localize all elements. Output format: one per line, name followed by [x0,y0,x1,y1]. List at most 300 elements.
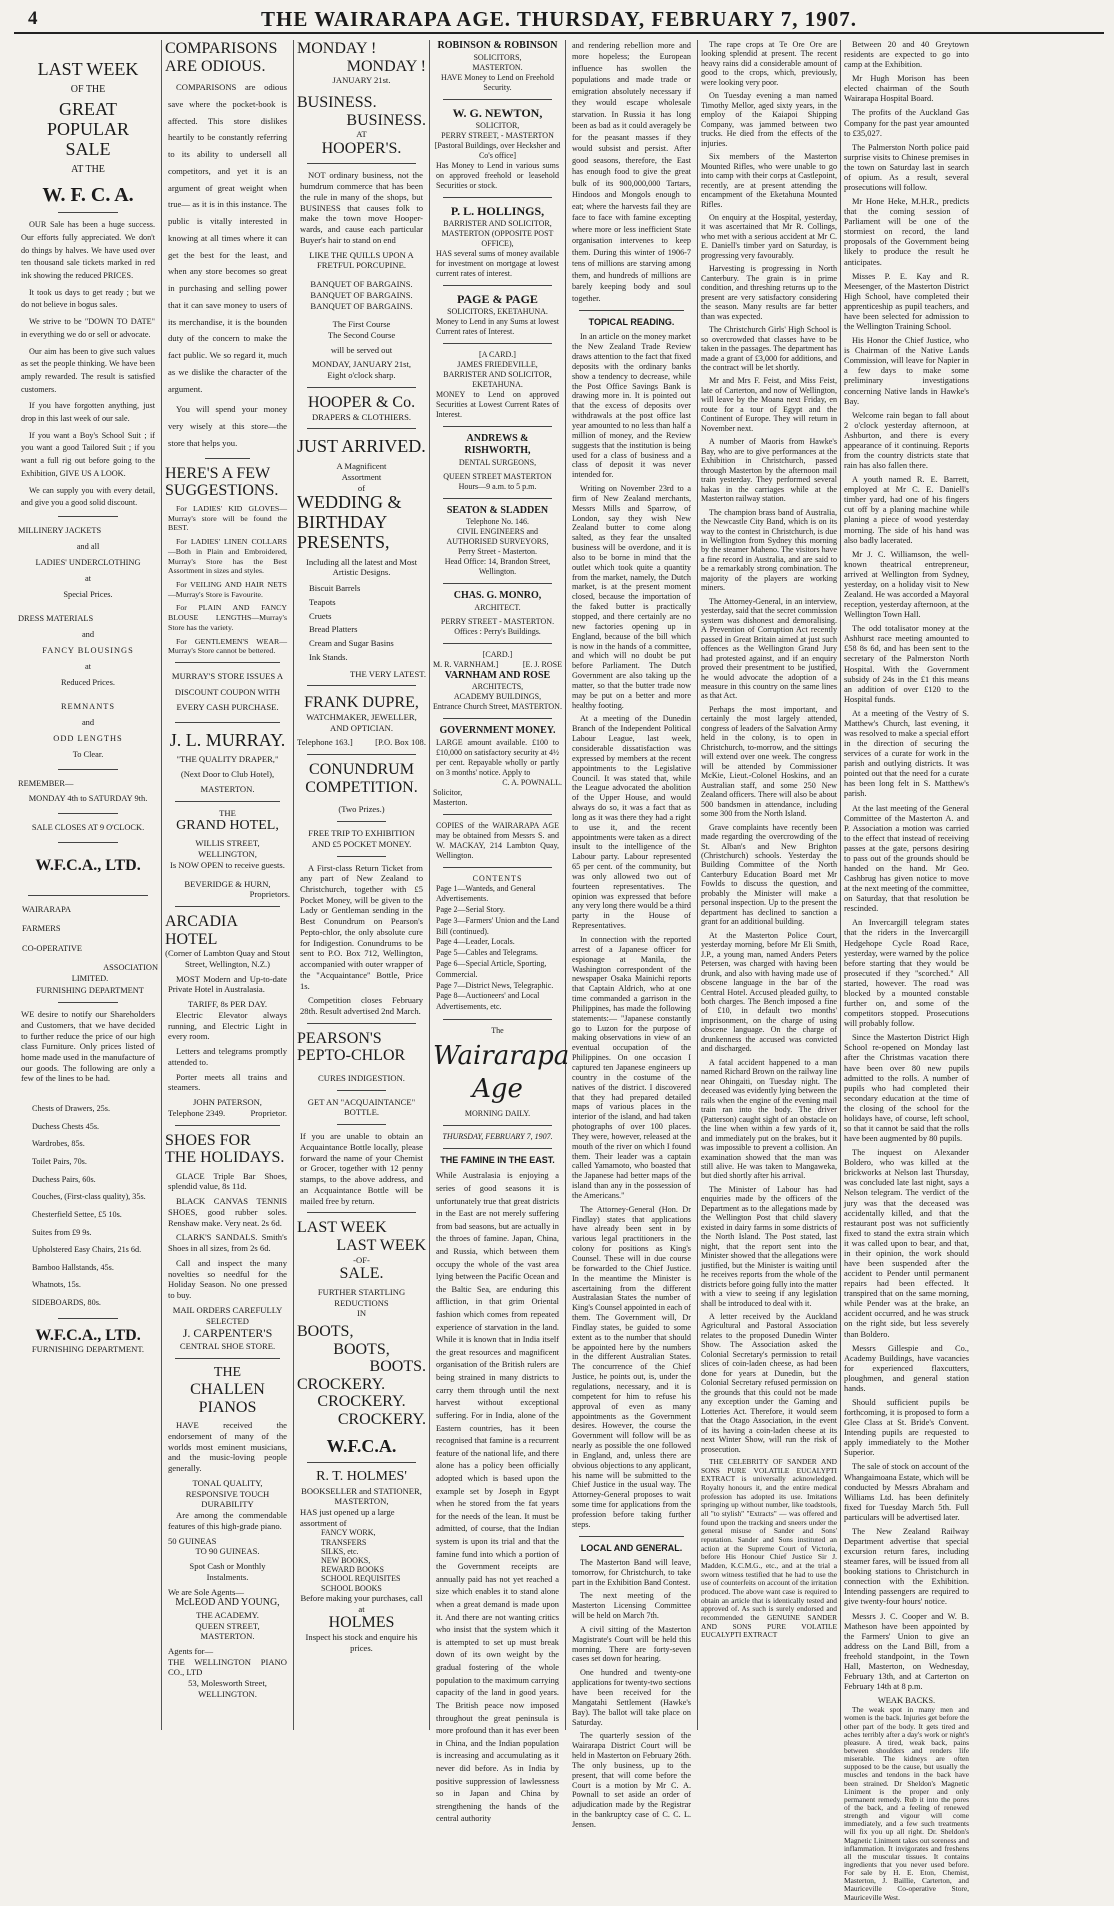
ad-line: TO 90 GUINEAS. [195,1546,260,1557]
ad-paragraph: COMPARISONS are odious save where the pocket-book is affected. This store dislikes heartily to be constantly referring to its ability to undersell all competitors, and yet it is an argument of great weight when true— as it is in this instance. The public is vitally interested in knowing at all times where it can get the best for the least, and when any store becomes so great in purchasing and selling power that it can save money to users of its merchandise, it is the bounden duty of the concern to make the fact public. We so regard it, much as we dislike the character of the argument. [168,82,287,394]
divider [443,718,552,719]
ad-headline: CROCKERY. [317,1393,406,1411]
contents-item: Page 4—Leader, Locals. [436,937,515,947]
divider [337,1090,386,1091]
ad-headline: ARCADIA HOTEL [165,913,238,948]
news-paragraph: His Honor the Chief Justice, who is Chairman of the Native Lands Commission, will leave for Napier in a few days to make some preliminary investigations concerning Native lands in Hawke's Bay. [844,336,969,406]
ad-line: Bread Platters [309,624,358,635]
divider [175,801,280,802]
news-paragraph: A letter received by the Auckland Agricultural and Pastoral Association relates to the proposed Dunedin Winter Show. The Association asked the Colonial Secretary's permission to retail slices of coin-laden cheese, as had been done for years at Dunedin, but the Colonial Secretary refused permission on the grounds that this could not be made any exception under the Gaming and Lotteries Act. Therefore, it would seem that the Otago Association, in the event of its having a coin-laden cheese at its next Winter Show, will run the risk of prosecution. [701,1312,837,1454]
ad-line: Cream and Sugar Basins [309,638,394,649]
ad-paragraph: A First-class Return Ticket from any part of New Zealand to Christchurch, together with £5 Pocket Money, will be given to the Lady or Gentleman sending in the Best Conundrum on Pearson's Pepto-chlor, the only absolute cure for Indigestion. Conundrums to be sent to P.O. Box 712, Wellington, accompanied with outer wrapper of the "Acquaintance" Bottle, Price 1s. [300,862,423,991]
ad-line: LIKE THE QUILLS UPON A FRETFUL PORCUPINE. [309,249,414,271]
ad-paragraph: If you have forgotten anything, just drop in this last week of our sale. [21,401,155,424]
card-line: Masterton. [433,797,468,807]
news-paragraph: The next meeting of the Masterton Licensing Committee will be held on March 7th. [572,1591,691,1621]
news-paragraph: Between 20 and 40 Greytown residents are expected to go into camp at the Exhibition. [844,40,969,70]
ad-line: REMEMBER— [18,778,74,788]
ad-headline: MONDAY ! [346,57,426,75]
divider [58,1318,118,1319]
furniture-price-item: Suites from £9 9s. [32,1227,92,1237]
ad-line: DURABILITY [201,1499,254,1510]
ad-headline: PEPTO-CHLOR [297,1047,406,1065]
ad-headline: W.F.C.A., LTD. [35,857,141,875]
leader-paragraph: While Australasia is enjoying a series of good seasons it is unfortunately true that great districts in the East are not merely suffering from bad seasons, but are actually in the throes of famine. Japan, China, and Russia, which between them occupy the whole of the vast area lying between the Pacific Ocean and the Baltic Sea, are enduring this affliction, in that grim Oriental fashion which comes from repeated experience of starvation in the land. While it is known that in India itself the great resources and magnificent organisation of the British rulers are being strained in many districts to carry them through until the next harvest without exceptional suffering. For in India, alone of the Eastern countries, has it been recognised that famine is a recurrent feature of the national life, and there alone has a policy been officially adopted which is based upon the example set by Joseph in Egypt when he stored from the fat years for the needs of the lean. It must be admitted, of course, that the Indian system is upon its trial and that the famine fund into which a portion of the Government receipts are annually paid has not yet reached a size which enables it to stand alone when a great demand is made upon it. And there are not wanting critics who insist that the system which it is attempted to set up must break down of its own weight by the gradual fostering of the whole population to the maximum carrying capacity of the land in good years. The British peace now imposed throughout the great peninsula is more profound than it has ever been in China, and the Indian population is increasing and accumulating as it never did before. As in India by positive suppression of lawlessness so in Japan and China by strengthening the hands of the central authority [436,1171,559,1824]
news-paragraph: One hundred and twenty-one applications for twenty-two sections have been received for the Mangatahi Settlement (Hawke's Bay). The ballot will take place on Saturday. [572,1668,691,1727]
card-line: MONEY to Lend on approved Securities at Lowest Current Rates of Interest. [436,389,559,419]
ad-paragraph: Electric Elevator always running, and Electric Light in every room. [168,1009,287,1042]
news-paragraph: Messrs Gillespie and Co., Academy Buildings, have vacancies for experienced flaxcutters, ploughmen, and general station hands. [844,1343,969,1393]
ad-line: at [84,661,92,671]
news-paragraph: At a meeting of the Vestry of S. Matthew's Church, last evening, it was resolved to make a special effort in the direction of securing the services of a curate for work in the parish and outlying districts. It was pointed out that the need for a curate has been long felt in S. Matthew's parish. [844,708,969,799]
column-2 [165,40,290,1730]
ad-headline: SALE [65,138,111,159]
contents-item: Page 8—Auctioneers' and Local Advertisements, etc. [436,991,540,1012]
card-line: COPIES of the WAIRARAPA AGE may be obtained from Messrs S. and W. MACKAY, 214 Lambton Quay, Wellington. [436,820,559,860]
ad-line: -OF- [353,1254,370,1265]
card-line: [Pastoral Buildings, over Hecksher and Co's office] [434,140,561,160]
divider [175,1125,280,1126]
news-paragraph: The Attorney-General, in an interview, yesterday, said that the secret commission system was dishonest and demoralising. A Prevention of Corruption Act recently passed in Great Britain aimed at just such offences as the Wellington Grand Jury had protested against, and if an enquiry proved their presentment to be justified, he would advocate the adoption of a measure in this country on the same lines as that Act. [701,596,837,701]
contents-item: Page 1—Wanteds, and General Advertisements. [436,883,536,904]
ad-line: Inspect his stock and enquire his prices. [305,1631,418,1653]
news-paragraph: The odd totalisator money at the Ashhurst race meeting amounted to £58 8s 6d, and has been sent to the secretary of the Palmerston North Hospital. With the Government subsidy of 24s in the £1 this means an addition of over £120 to the Hospital funds. [844,624,969,704]
card-line: SOLICITORS, [473,52,522,62]
card-line: BARRISTER AND SOLICITOR, [443,218,552,228]
ad-headline: BOOTS, [333,1340,390,1358]
ad-line: The Second Course [327,329,396,340]
ad-headline: W. F. C. A. [42,184,134,207]
card-line: SOLICITOR, [475,120,520,130]
card-headline: PAGE & PAGE [457,291,538,306]
ad-headline: BUSINESS. [346,111,426,129]
news-paragraph: The Attorney-General (Hon. Dr Findlay) states that applications have already been sent in by various legal practitioners in the colony for positions as King's Counsel. These will in due course be forwarded to the Chief Justice. In the meantime the Minister is ascertaining from the different Australasian States the number of King's Counsel appointed in each of them. The Government will, Dr Findlay states, be guided to some extent as to the number that should be appointed here by the numbers in the different Australian States. The concurrence of the Chief Justice, he points out, is, under the regulations, necessary, and it is competent for him to refuse his approval of even as many appointments as the Government desires. However, the course the Government will follow will be as nearly as possible the one followed in England, and, unless there are obvious objections to any applicant, his name will be submitted to the Chief Justice in the usual way. The Attorney-General proposes to wait some time for applications from the profession before taking further steps. [572,1204,691,1529]
card-line: DENTAL SURGEONS, [458,457,537,467]
ad-line: Biscuit Barrels [309,583,361,594]
ad-headline: LAST WEEK [297,1219,387,1237]
card-headline: VARNHAM AND ROSE [444,669,551,681]
divider [58,1002,118,1003]
ad-headline: J. CARPENTER'S [182,1326,273,1341]
divider [443,583,552,584]
divider [579,1536,684,1537]
ad-line: at [84,573,92,583]
furniture-price-item: Upholstered Easy Chairs, 21s 6d. [32,1245,142,1255]
ad-paragraph: HAVE received the endorsement of many of the worlds most eminent musicians, and the music-loving people generally. [168,1420,287,1474]
card-line: [A CARD.] [479,349,516,359]
ad-paragraph: For GENTLEMEN'S WEAR—Murray's Store cannot be bettered. [168,636,287,656]
ad-line: MILLINERY JACKETS [18,525,102,535]
column-7 [844,40,1102,1902]
ad-line: Telephone 163.] [297,737,353,748]
card-line: [CARD.] [482,649,513,659]
ad-paragraph: BLACK CANVAS TENNIS SHOES, good rubber soles. Renshaw make. Very neat. 2s 6d. [168,1196,287,1228]
news-paragraph: On Tuesday evening a man named Timothy Mellor, aged sixty years, in the employ of the Kaiapoi Shipping Company, was jammed between two trucks. He died from the effects of the injuries. [701,91,837,148]
news-paragraph: Mr Hone Heke, M.H.R., predicts that the coming session of Parliament will be one of the stormiest on record, the land proposals of the Government being likely to produce the result he anticipates. [844,197,969,267]
card-line: Offices : Perry's Buildings. [454,626,541,636]
ad-line: "THE QUALITY DRAPER," [176,754,279,765]
ad-headline: HOOPER'S. [321,139,402,157]
ad-paragraph: If you want a Boy's School Suit ; if you want a good Tailored Suit ; if you want a full rig out before going to the Exhibition, GIVE US A LOOK. [21,430,155,478]
ad-line: THE VERY LATEST. [350,668,426,679]
divider [58,813,118,814]
card-line: Solicitor, [433,787,463,797]
ad-paragraph: Competition closes February 28th. Result advertised 2nd March. [300,995,423,1017]
divider [443,1125,552,1126]
ad-headline: LAST WEEK [37,59,139,79]
ad-line: (Two Prizes.) [338,804,385,815]
ad-paragraph: For LADIES' KID GLOVES—Murray's store will be found the BEST. [168,503,287,533]
news-paragraph: The inquest on Alexander Boldero, who was killed at the brickworks at Nelson last Thursday, was concluded late last night, says a Nelson telegram. The verdict of the jury was that the deceased was accidentally killed, and that the restaurant post was not sufficiently fixed to stand the extra strain which it was called upon to bear, and that, in their opinion, the work should have been suspended after the accident to Pender until permanent repairs had been effected. It transpired that on the same morning, while Pender was at the brake, an accident occurred, and he was struck on the right side, but less severely than Boldero. [844,1148,969,1339]
card-headline: ROBINSON & ROBINSON [437,40,558,51]
news-paragraph: The Palmerston North police paid surprise visits to Chinese premises in the town on Saturday last in search of opium. As a result, several prosecutions will follow. [844,142,969,193]
news-paragraph: The profits of the Auckland Gas Company for the past year amounted to £35,027. [844,108,969,138]
divider [175,662,280,663]
ad-paragraph: CLARK'S SANDALS. Smith's Shoes in all sizes, from 2s 6d. [168,1232,287,1254]
card-line: Perry Street - Masterton. [457,547,538,556]
news-paragraph: The rape crops at Te Ore Ore are looking splendid at present. The recent heavy rains did a considerable amount of good to the crops, which, previously, were looking very poor. [701,40,837,87]
card-line: MASTERTON. [472,62,523,72]
ad-headline: W.F.C.A., LTD. [35,1326,141,1344]
contents-item: Page 6—Special Article, Sporting, Commercial. [436,959,547,979]
card-line: M. R. VARNHAM.] [433,659,499,669]
divider [443,1148,552,1149]
ad-line: CO-OPERATIVE [22,943,83,953]
ad-headline: CONUNDRUM [309,761,414,779]
ad-paragraph: Our aim has been to give such values as set the people thinking. We have been amply rewarded. The result is satisfied customers. [21,346,155,394]
ad-line: SILKS, etc. [321,1546,359,1556]
ad-line: FARMERS [22,924,61,934]
divider [175,1358,280,1359]
news-paragraph: An Invercargill telegram states that the riders in the Invercargill Hedgehope Cycle Road Race, yesterday, were warned by the police before starting that they would be prosecuted if they "scorched." All started, however. The road was blocked by a mounted constable further on, and some of the competitors stopped. Prosecutions will probably follow. [844,918,969,1029]
furniture-price-item: Duchess Pairs, 60s. [32,1174,96,1184]
contents-heading: CONTENTS [472,873,523,883]
ad-headline: CROCKERY. [337,1411,426,1429]
leader-heading: THE FAMINE IN THE EAST. [440,1155,555,1166]
news-paragraph: Harvesting is progressing in North Canterbury. The grain is in prime condition, and threshing returns up to the present are very satisfactory considering the season. Many results are far better than was expected. [701,264,837,321]
ad-line: BEVERIDGE & HURN, [184,878,271,889]
news-paragraph: A fatal accident happened to a man named Richard Brown on the railway line near Ohingaiti, on Tuesday night. The deceased was evidently lying between the rails when the engine of the evening mail train ran into the body. The driver (Patterson) caught sight of an obstacle on the line when within a few yards of it, and immediately put on the brakes, but it was impossible to prevent a collision. An examination showed that the man was still alive. He was taken to Mangaweka, but died shortly after his arrival. [701,1057,837,1181]
ad-line: We are Sole Agents— [168,1586,244,1597]
leader-paragraph: and rendering rebellion more and more hopeless; the European influence has swollen the populations and made trade or emigration absolutely necessary if they would escape wholesale starvation. In Russia it has long been as bad as it could averagely be for the peasant masses if they would subsist and persist. After good seasons, therefore, the East has enough food to give the great bulk of its 900,000,000 Tartars, Hindoos and Mongols enough to eat; where the harvests fail they are face to face with famine excepting where more or less inefficient State organisation intervenes to keep them. During this winter of 1906-7 tens of millions are starving among them, and hundreds of millions are barely keeping body and soul together. [572,41,691,303]
news-paragraph: Six members of the Masterton Mounted Rifles, who were unable to go into camp with their corps at Castlepoint, recently, are at present attending the encampment of the Eketahuna Mounted Rifles. [701,152,837,209]
card-line: [E. J. ROSE [522,659,562,669]
divider [307,163,416,164]
ad-line: WATCHMAKER, JEWELLER, [306,711,417,722]
news-paragraph: Perhaps the most important, and certainly the most largely attended, congress of leaders of the Salvation Army held in the colony, is to open in Christchurch, to-morrow, and the sittings will extend over one week. The congress will be attended by Commissioner McKie, Lieut.-Colonel Hoskins, and an Australian staff, and some 250 New Zealand officers. There will also be about 500 bandsmen in attendance, including some 300 from the North Island. [701,704,837,819]
news-paragraph: Welcome rain began to fall about 2 o'clock yesterday afternoon, at Ashburton, and there is every appearance of it continuing. Reports from the country districts state that rain has also fallen there. [844,410,969,471]
ad-paragraph: Are among the commendable features of this high-grade piano. [168,1510,287,1531]
column-rule [161,40,162,1730]
column-1 [18,40,158,1730]
ad-line: Teapots [309,596,336,607]
divider [443,99,552,100]
card-headline: ANDREWS & RISHWORTH, [464,432,531,456]
card-line: EKETAHUNA. [472,379,523,389]
news-paragraph: The quarterly session of the Wairarapa District Court will be held in Masterton on February 26th. The only business, up to the present, that will come before the Court is a motion by Mr C. A. Pownall to set aside an order of adjudication made by the Registrar in the bankruptcy case of C. C. L. Jensen. [572,1731,691,1829]
card-line: QUEEN STREET MASTERTON [443,471,552,481]
divider [307,1212,416,1213]
news-paragraph: In an article on the money market the New Zealand Trade Review draws attention to the fact that fixed deposits with the ordinary banks show a tendency to decrease, while the Post Office Savings Bank is drawing more in. It is pointed out that the excess of deposits over withdrawals at the post office last year amounted to no less than half a million of money, and the Review suggests that the institution is being used for a class of business and a class of deposit it was never intended for. [572,332,691,480]
ad-headline: BIRTHDAY [297,512,388,533]
ad-headline: W.F.C.A. [326,1435,397,1456]
ad-paragraph: We strive to be "DOWN TO DATE" in everything we do or sell or advocate. [21,317,155,339]
ad-line: AT [356,129,367,140]
ad-line: Ink Stands. [309,651,348,662]
furniture-price-item: Couches, (First-class quality), 35s. [32,1192,146,1202]
ad-line: TONAL QUALITY, [192,1477,263,1488]
ad-line: will be served out [330,344,393,355]
ad-headline: MONDAY ! [297,40,377,57]
furniture-price-item: SIDEBOARDS, 80s. [32,1298,101,1308]
divider [307,428,416,429]
ad-line: NEW BOOKS, [321,1556,371,1566]
news-paragraph: A youth named R. E. Barrett, employed at Mr C. E. Daniell's timber yard, had one of his fingers cut off by a planing machine while planing a piece of wood yesterday morning. The side of his hand was also badly lacerated. [844,475,969,545]
ad-line: BOOKSELLER and STATIONER, [301,1485,422,1496]
divider [443,197,552,198]
ad-headline: HOOPER & Co. [307,393,416,411]
news-paragraph: The Christchurch Girls' High School is so overcrowded that classes have to be taken in the passages. The department has made a grant of £3,000 for additions, and the contract will be let shortly. [701,325,837,372]
divider [205,458,250,459]
furniture-price-item: Chests of Drawers, 25s. [32,1104,110,1114]
card-line: PERRY STREET - MASTERTON. [440,616,555,626]
ad-line: AND OPTICIAN. [329,722,394,733]
ad-headline: THE [213,1365,242,1380]
news-paragraph: At the Masterton Police Court, yesterday morning, before Mr Eli Smith, J.P., a young man, named Anders Peters Petersen, was charged with having been drunk, and also with having made use of obscene language in the bar of the Central Hotel. Accused pleaded guilty, to both charges. The Bench imposed a fine of £10, in default two months' imprisonment, on the charge of using obscene language. On the charge of drunkenness the accused was convicted and discharged. [701,930,837,1054]
ad-line: MASTERTON. [200,783,255,794]
news-paragraph: The champion brass band of Australia, the Newcastle City Band, which is on its way to the contest in Christchurch, is due in Wellington from Sydney this morning by the steamer Maheno. The visitors have a fine record in Australia, and are said to be a remarkably strong combination. The majority of the players are working miners. [701,507,837,593]
column-rule [429,40,430,1730]
ad-line: DRAPERS & CLOTHIERS. [311,411,412,422]
ad-headline: PRESENTS, [297,531,390,552]
card-line: ARCHITECTS, [471,682,524,691]
ad-line: FURNISHING DEPARTMENT. [31,1344,145,1355]
card-line: Hours—9 a.m. to 5 p.m. [458,481,537,491]
ad-paragraph: You will spend your money very wisely at this store—the store that helps you. [168,404,287,448]
ad-paragraph: For VEILING AND HAIR NETS—Murray's Store is Favourite. [168,580,287,599]
news-paragraph: At the last meeting of the General Committee of the Masterton A. and P. Association a motion was carried to the effect that instead of receiving passes at the gate, persons desiring to pass out of the grounds should be handed on the hand. Mr Geo. Cashbrug has given notice to move at the next meeting of the committee, on Saturday, that that resolution be rescinded. [844,803,969,914]
ad-line: THE WELLINGTON PIANO CO., LTD [168,1656,287,1678]
divider [28,895,148,896]
ad-headline: LAST WEEK [336,1236,426,1254]
ad-line: CURES INDIGESTION. [318,1073,405,1083]
news-paragraph: Since the Masterton District High School re-opened on Monday last after the Christmas vacation there have been over 80 new pupils admitted to the rolls. A number of pupils who had completed their secondary education at the time of the closing of the school for the holidays have, of course, left school, so that it cannot be said that the rolls have been augmented by 80 pupils. [844,1033,969,1144]
ad-line: QUEEN STREET, MASTERTON. [195,1620,260,1642]
ad-headline: PIANOS [198,1398,257,1416]
divider [58,842,118,843]
ad-line: BANQUET OF BARGAINS. [310,300,413,311]
card-line: Entrance Church Street, MASTERTON. [433,702,562,711]
ad-line: and [81,629,95,639]
ad-line: A Magnificent [336,461,387,472]
issue-date: THURSDAY, FEBRUARY 7, 1907. [442,1132,553,1142]
divider [443,867,552,868]
ad-line: SCHOOL BOOKS [321,1583,382,1593]
news-paragraph: In connection with the reported arrest of a Japanese officer for espionage at Manila, the Washington correspondent of the newspaper Osaka Mainichi reports that Captain Aldrich, who at one time commanded a garrison in the Philippines, has made the following statements:— "Japanese constantly go to Luzon for the purpose of making observations in view of an eventual occupation of the Philippines. On one occasion I captured ten Japanese engineers up country in the costume of the natives of the district. I discovered that they had prepared detailed maps of various places in the interior of the island, and had taken photographs of over 100 places. They were, however, released at the mouth of the river on which I found them. Their leader was a captain called Yamamoto, who boasted that the Japanese had better maps of the island than any in the possession of the Americans." [572,935,691,1200]
news-paragraph: Misses P. E. Kay and R. Meesenger, of the Masterton District High School, have completed their apprenticeship as pupil teachers, and have been selected for admission to the Wellington Training School. [844,271,969,332]
ad-paragraph: We can supply you with every detail, and give you a good solid discount. [21,485,155,508]
divider [307,1462,416,1463]
ad-line: FANCY BLOUSINGS [42,645,134,655]
news-paragraph: Mr and Mrs F. Feist, and Miss Feist, late of Carterton, and now of Wellington, will leave by the Moana next Friday, en route for a tour of Egypt and the Continent of Europe. They will return in November next. [701,376,837,433]
ad-line: JANUARY 21st. [332,75,391,86]
ad-headline: CROCKERY. [297,1375,386,1393]
furniture-price-item: Wardrobes, 85s. [32,1139,85,1149]
ad-line: and all [76,541,100,551]
section-heading: LOCAL AND GENERAL. [580,1542,683,1553]
ad-paragraph: If you are unable to obtain an Acquaintance Bottle locally, please forward the name of your Chemist or Grocer, together with 12 penny stamps, to the above address, and an Acquaintance Bottle will be mailed free by return. [300,1131,423,1206]
furniture-price-list [18,1100,158,1312]
card-line: CIVIL ENGINEERS and AUTHORISED SURVEYORS, [446,527,549,546]
ad-text: OF THE [70,83,106,95]
ad-line: FREE TRIP TO EXHIBITION AND £5 POCKET MONEY. [308,828,415,849]
ad-line: SALE CLOSES AT 9 O'CLOCK. [31,823,145,833]
news-paragraph: The sale of stock on account of the Whangaimoana Estate, which will be conducted by Messrs Abraham and Williams Ltd. has been definitely fixed for Tuesday March 5th. Full particulars will be advertised later. [844,1462,969,1522]
ad-line: SCHOOL REQUISITES [321,1574,401,1584]
divider [443,814,552,815]
card-headline: JAMES FRIEDEVILLE, [457,359,538,369]
ad-line: To Clear. [72,749,104,759]
ad-headline: R. T. HOLMES' [316,1469,407,1485]
divider [443,285,552,286]
ad-headline: COMPARISONS [165,40,278,57]
ad-line: [P.O. Box 108. [375,737,426,748]
divider [58,516,118,517]
column-rule [840,40,841,1730]
card-headline: SEATON & SLADDEN [446,504,549,516]
ad-line: (Next Door to Club Hotel), [180,769,275,780]
ad-headline: ARE ODIOUS. [165,57,266,75]
ad-line: MONDAY 4th to SATURDAY 9th. [28,794,148,804]
ad-line: IN [356,1308,367,1319]
column-3 [297,40,426,1730]
newspaper-nameplate: Wairarapa Age [433,1041,570,1104]
furniture-price-item: Toilet Pairs, 70s. [32,1157,87,1167]
ad-line: HAS just opened up a large assortment of [300,1506,395,1528]
ad-paragraph: For LADIES' LINEN COLLARS—Both in Plain and Embroidered, Murray's Store has the Best Assortment in sizes and styles. [168,537,287,576]
ad-headline: SUGGESTIONS. [165,482,279,500]
furniture-price-item: Duchess Chests 45s. [32,1121,100,1131]
column-5 [569,40,694,1829]
card-headline: P. L. HOLLINGS, [450,203,545,218]
ad-line: FANCY WORK, [321,1528,376,1538]
ad-line: DRESS MATERIALS [18,613,94,623]
ad-line: Before making your purchases, call at [300,1592,423,1614]
ad-line: BANQUET OF BARGAINS. [310,289,413,300]
news-paragraph: Mr J. C. Williamson, the well-known theatrical entrepreneur, arrived at Wellington from Sydney, yesterday, on a holiday visit to New Zealand. He was accorded a Mayoral reception, yesterday afternoon, at the Wellington Town Hall. [844,549,969,620]
ad-line: WAIRARAPA [22,905,72,915]
card-line: SOLICITORS, EKETAHUNA. [447,306,548,316]
ad-headline: BUSINESS. [297,93,377,111]
divider [337,856,386,857]
ad-paragraph: GLACE Triple Bar Shoes, splendid value, 8s 11d. [168,1170,287,1192]
news-paragraph: The weak spot in many men and women is the back. Injuries get before the other part of the body. It gets tired and aches terribly after a day's work or night's pleasure. A tired, weak back, pains between shoulders and renders life miserable. The kidneys are often supposed to be the cause, but usually the muscles and tendons in the back have been strained. Dr Sheldon's Magnetic Liniment is the proper and only permanent remedy. Rub it into the pores of the back, and a feeling of renewed strength and vigour will come immediately, and a few such treatments will fix you up all right. Dr. Sheldon's Magnetic Liniment takes out soreness and inflammation. It invigorates and freshens all the muscular tissues. It contains ingredients that you never used before. For sale by H. E. Eton, Chemist, Masterton, J. Baillie, Carterton, and Mauriceville Co-operative Store, Mauriceville West. [844,1705,969,1902]
ad-paragraph: MOST Modern and Up-to-date Private Hotel in Australasia. [168,973,287,995]
card-line: LARGE amount available. £100 to £10,000 on satisfactory security at 4½ per cent. Repayable wholly or partly on 3 months' notice. Apply to [436,737,559,777]
ad-line: and [81,717,95,727]
news-paragraph: Grave complaints have recently been made regarding the overcrowding of the St. Alban's and New Brighton (Christchurch) schools. Yesterday the Building Committee of the North Canterbury Education Board met Mr Fowlds to discuss the question, and probably the Minister will make a personal inspection. Up to the present the department has declined to sanction a grant for an additional building. [701,822,837,927]
card-line: MASTERTON (OPPOSITE POST OFFICE), [441,228,554,248]
ad-headline: BOOTS. [369,1358,426,1376]
ad-line: Spot Cash or Monthly Instalments. [189,1561,266,1582]
card-line: Telephone No. 146. [466,517,529,526]
column-rule [697,40,698,1730]
ad-line: TRANSFERS [321,1537,367,1547]
ad-headline: GRAND HOTEL, [176,818,279,834]
ad-headline: PEARSON'S [297,1029,382,1047]
divider [58,769,118,770]
divider [443,643,552,644]
ad-paragraph: WE desire to notify our Shareholders and Customers, that we have decided to further reduce the price of our high class Furniture. Only prices listed of home made used in the manufacture of our goods. The following are only a few of the lines to be had. [21,1009,155,1084]
contents-item: Page 5—Cables and Telegrams. [436,948,538,958]
furniture-price-item: Whatnots, 15s. [32,1280,81,1290]
news-paragraph: The Minister of Labour has had enquiries made by the officers of the Department as to the allegations made by the Wellington Post that child slavery existed in dairy farms in some districts of the North Island. The Post stated, last night, that the report sent into the Minister showed that the allegations were justified, but the Minister is waiting until he receives reports from the whole of the districts before going fully into the matter with a view to seeing if any legislation shall be introduced to deal with it. [701,1184,837,1308]
ad-line: of [357,482,366,493]
ad-headline: SALE. [339,1265,384,1283]
divider [337,821,386,822]
card-line: Head Office: 14, Brandon Street, Wellington. [444,557,551,576]
divider [443,426,552,427]
card-line: BARRISTER AND SOLICITOR, [443,369,552,379]
ad-line: THE [219,807,236,818]
ad-headline: THE HOLIDAYS. [165,1149,285,1167]
newspaper-title: THE WAIRARAPA AGE. THURSDAY, FEBRUARY 7, 1907. [260,7,858,31]
ad-paragraph: Porter meets all trains and steamers. [168,1071,287,1093]
ad-line: LIMITED. [71,974,109,984]
ad-line: Is NOW OPEN to receive guests. [170,859,285,870]
ad-line: FURNISHING DEPARTMENT [36,985,144,995]
ad-headline: HOLMES [328,1614,395,1632]
divider [337,1124,386,1125]
masthead-line: MORNING DAILY. [464,1109,531,1119]
ad-line: RESPONSIVE TOUCH [185,1488,270,1499]
card-line: C. A. POWNALL. [502,777,562,787]
ad-paragraph: MURRAY'S STORE ISSUES A DISCOUNT COUPON WITH EVERY CASH PURCHASE. [171,671,284,713]
ad-paragraph: It took us days to get ready ; but we do not believe in bogus sales. [21,287,155,310]
ad-line: BANQUET OF BARGAINS. [310,279,413,290]
masthead [14,6,1104,34]
ad-line: ODD LENGTHS [53,733,123,743]
news-paragraph: THE CELEBRITY OF SANDER AND SONS PURE VOLATILE EUCALYPTI EXTRACT is universally acknowledged. Royalty honours it, and the entire medical profession has adopted its use. Imitations springing up without number, like toadstools, all "to stylish" "Extracts" — was offered and found upon the tracking and sneers under the general misuse of Sander and Sons' reputation. Sander and Sons instituted an action at the Supreme Court of Victoria, before His Honour Chief Justice Sir J. Madden, K.C.M.G., etc., and at the trial a sworn witness testified that he had to use the use of counterfeits on account of the irritation produced. The above want case is required to obtain an article that is identically tested and approved of. As such is surely endorsed and recommended the GENUINE SANDER AND SONS PURE VOLATILE EUCALYPTI EXTRACT [701,1457,837,1640]
column-rule [293,40,294,1730]
ad-paragraph: Letters and telegrams promptly attended to. [168,1046,287,1067]
ad-line: Agents for— [168,1646,214,1656]
ad-line: Reduced Prices. [61,677,115,687]
divider [307,685,416,686]
divider [443,1019,552,1020]
divider [443,343,552,344]
ad-headline: BOOTS, [297,1323,354,1341]
ad-headline: JUST ARRIVED. [297,436,426,457]
advert-heading: WEAK BACKS. [877,1696,936,1706]
ad-line: ASSOCIATION [103,963,158,973]
card-line: ARCHITECT. [474,602,521,612]
ad-paragraph: OUR Sale has been a huge success. Our efforts fully appreciated. We don't do things by halves. We have used over ten thousand sale tickets marked in red ink showing the reduced PRICES. [21,220,155,280]
ad-paragraph: For PLAIN AND FANCY BLOUSE LENGTHS—Murray's Store has the variety. [168,603,287,632]
ad-line: JOHN PATERSON, [193,1097,262,1108]
ad-line: Proprietors. [249,889,290,900]
ad-line: 50 GUINEAS [168,1535,217,1546]
ad-line: WELLINGTON. [198,1688,257,1699]
ad-headline: GREAT POPULAR [46,99,130,140]
ad-line: McLEOD AND YOUNG, [175,1597,280,1609]
news-paragraph: Writing on November 23rd to a firm of New Zealand merchants, Messrs Mills and Sparrow, of London, say they wish New Zealand butter to come along salted, as they fear the unsalted business will be overdone, and it is also to be borne in mind that the outlet which took quite a quantity from the market, namely, the Dutch market, is at the present moment closed, because the importation of the faked butter is practically stopped, and there certainly are no new factories opening up in England, because of the bill which is now in the hands of a committee, and which will no doubt be put before Parliament. The Dutch Government are also taking up the matter, so that the butter trade now may be put on a better and more healthy footing. [572,484,691,710]
news-paragraph: Mr Hugh Morison has been elected chairman of the South Wairarapa Hospital Board. [844,74,969,104]
ad-line: REWARD BOOKS [321,1565,384,1575]
divider [307,754,416,755]
divider [175,722,280,723]
ad-headline: HERE'S A FEW [165,464,271,482]
